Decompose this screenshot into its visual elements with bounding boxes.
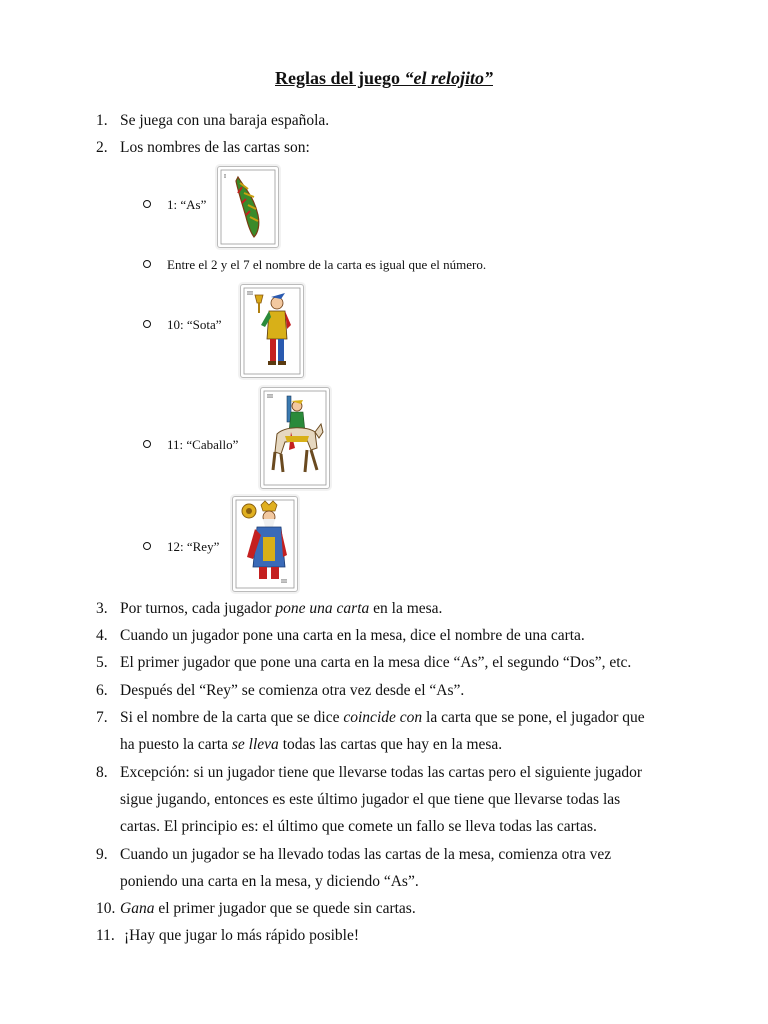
title-italic: “el relojito” [404, 68, 493, 88]
rule-number: 1. [96, 112, 108, 129]
rule-text: sigue jugando, entonces es este último jugador el que tiene que llevarse todas las [120, 791, 621, 808]
bullet-circle-icon [143, 320, 151, 328]
bullet-circle-icon [143, 260, 151, 268]
rule-text: Después del “Rey” se comienza otra vez desde el “As”. [120, 682, 465, 699]
svg-text:III: III [247, 291, 253, 297]
bullet-circle-icon [143, 440, 151, 448]
rule-number: 10. [96, 900, 116, 917]
caballo-horse-rider-icon [261, 388, 329, 488]
rule-number: 4. [96, 627, 108, 644]
rule-number: 2. [96, 139, 108, 156]
rey-king-icon [233, 497, 297, 591]
rule-number: 8. [96, 764, 108, 781]
rule-text: Por turnos, cada jugador pone una carta en la mesa. [120, 600, 443, 617]
bullet-circle-icon [143, 200, 151, 208]
rule-text: poniendo una carta en la mesa, y diciendo “As”. [120, 873, 419, 890]
rule-text: Cuando un jugador se ha llevado todas las cartas de la mesa, comienza otra vez [120, 846, 612, 863]
card-label: 10: “Sota” [167, 317, 222, 332]
card-label: Entre el 2 y el 7 el nombre de la carta es igual que el número. [167, 257, 487, 272]
rule-text: Si el nombre de la carta que se dice coincide con la carta que se pone, el jugador que [120, 709, 645, 726]
rule-number: 11. [96, 927, 115, 944]
rule-text: ¡Hay que jugar lo más rápido posible! [124, 927, 360, 944]
card-label: 12: “Rey” [167, 539, 220, 554]
card-image-rey [232, 496, 298, 592]
svg-text:III: III [267, 394, 273, 400]
svg-text:I: I [224, 174, 226, 180]
rule-text: cartas. El principio es: el último que comete un fallo se lleva todas las cartas. [120, 818, 597, 835]
rule-number: 5. [96, 654, 108, 671]
card-label: 11: “Caballo” [167, 437, 239, 452]
rule-text: Cuando un jugador pone una carta en la mesa, dice el nombre de una carta. [120, 627, 585, 644]
rule-text: Los nombres de las cartas son: [120, 139, 310, 156]
page-title [0, 68, 768, 89]
rule-number: 3. [96, 600, 108, 617]
rule-number: 7. [96, 709, 108, 726]
card-image-as [217, 166, 279, 248]
rule-text: Excepción: si un jugador tiene que llevarse todas las cartas pero el siguiente jugador [120, 764, 643, 781]
title-main: Reglas del juego [275, 68, 405, 88]
rule-number: 6. [96, 682, 108, 699]
card-image-caballo [260, 387, 330, 489]
card-image-sota [240, 284, 304, 378]
card-label: 1: “As” [167, 197, 207, 212]
club-ace-icon [218, 167, 278, 247]
rule-text: Gana el primer jugador que se quede sin cartas. [120, 900, 416, 917]
rule-text: Se juega con una baraja española. [120, 112, 330, 129]
rule-text: ha puesto la carta se lleva todas las cartas que hay en la mesa. [120, 736, 503, 753]
rule-number: 9. [96, 846, 108, 863]
sota-figure-icon [241, 285, 303, 377]
bullet-circle-icon [143, 542, 151, 550]
rule-text: El primer jugador que pone una carta en la mesa dice “As”, el segundo “Dos”, etc. [120, 654, 632, 671]
svg-text:III: III [281, 579, 287, 585]
